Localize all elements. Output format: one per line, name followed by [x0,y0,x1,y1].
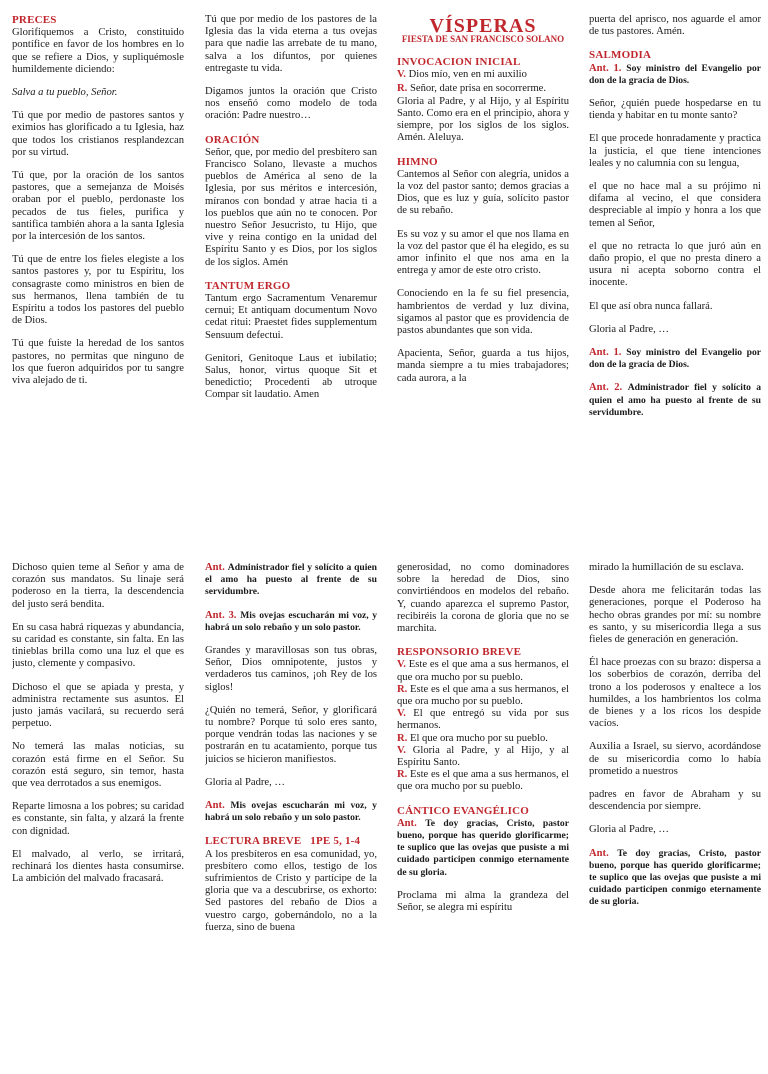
preces-para: Tú que fuiste la heredad de los santos pastores, no permitas que ninguno de los que fueron adquiridos por tu sangre viva alejado de ti. [12,338,184,387]
antiphon [205,562,377,599]
antiphon-label: Ant. [589,847,609,859]
tantum-verse: Genitori, Genitoque Laus et iubilatio; Salus, honor, virtus quoque Sit et benedictio; Procedenti ab utroque Compar sit laudatio. Amen [205,352,377,401]
heading-lectura-breve: LECTURA BREVE 1PE 5, 1-4 [205,835,361,848]
response-text: Este es el que ama a sus hermanos, el que ora mucho por su pueblo. [397,683,569,708]
antiphon-label: Ant. 2. [589,382,623,394]
panel-salmo-111 [12,562,184,1074]
himno-stanza: Conociendo en la fe su fiel presencia, hambrientos de verdad y luz divina, sigamos al pastor que es providencia de pastos abundantes que son vida. [397,288,569,337]
panel-salmodia [589,14,761,526]
antiphon-label: Ant. [397,817,417,829]
response-mark: R. [397,732,408,744]
preces-para: Tú que por medio de pastores santos y eximios has glorificado a tu Iglesia, haz que todos los cristianos resplandezcan por su virtud. [12,110,184,158]
heading-himno: HIMNO [397,155,438,168]
psalm-verse: El que procede honradamente y practica la justicia, el que tiene intenciones leales y no calumnia con su lengua, [589,133,761,169]
antiphon-text: Soy ministro del Evangelio por don de la gracia de Dios. [589,62,761,86]
preces-para: Tú que, por la oración de los santos pastores, que a semejanza de Moisés oraban por el pueblo, perdonaste los pecados de tus fieles, purifica y santifica también ahora a la santa Iglesia por la intercesión de los santos. [12,170,184,243]
response-text: Señor, date prisa en socorrerme. [409,82,547,94]
antiphon-text: Mis ovejas escucharán mi voz, y habrá un solo rebaño y un solo pastor. [205,800,377,824]
antiphon-label: Ant. 1. [589,62,622,74]
antiphon [205,800,377,824]
antiphon [589,848,761,909]
panel-cantico [205,562,377,1074]
page-title: VÍSPERAS [429,15,537,37]
lectura-text: A los presbíteros en esa comunidad, yo, presbítero como ellos, testigo de los sufrimientos de Cristo y partícipe de la gloria que va a descubrirse, os exhorto: Sed pastores del rebaño de Dios a vuestro cargo, gobernándolo, no a la fuerza, sino de buena [205,848,377,933]
panel-preces [12,14,184,526]
magnificat-verse: padres en favor de Abraham y su descendencia por siempre. [589,789,761,813]
heading-responsorio: RESPONSORIO BREVE [397,646,522,659]
response-line [397,684,569,708]
versicle-text: El que entregó su vida por sus hermanos. [397,708,569,732]
psalm-verse: Señor, ¿quién puede hospedarse en tu tienda y habitar en tu monte santo? [589,98,761,122]
magnificat-verse: mirado la humillación de su esclava. [589,562,744,573]
magnificat-verse: Él hace proezas con su brazo: dispersa a los soberbios de corazón, derriba del trono a los poderosos y enaltece a los humildes, a los hambrientos los colma de bienes y a los ricos los despide vacíos. [589,657,761,730]
psalm-verse: En su casa habrá riquezas y abundancia, su caridad es constante, sin falta. En las tinieblas brilla como una luz el que es justo, clemente y compasivo. [12,621,184,670]
response-line [397,769,569,793]
response-mark: R. [397,683,408,695]
oracion-text: Señor, que, por medio del presbítero san Francisco Solano, llevaste a muchos pueblos de América al seno de la Iglesia, por sus méritos e intercesión, míranos con bondad y atrae hacia ti a los pueblos que aún no te conocen. Por nuestro Señor Jesucristo, tu Hijo, que vive y reina contigo en la unidad del Espíritu Santo y es Dios, por los siglos de los siglos. Amén [205,146,377,268]
psalm-verse: Reparte limosna a los pobres; su caridad es constante, sin falta, y alzará la frente con dignidad. [12,801,184,837]
antiphon [589,63,761,87]
antiphon-text: Administrador fiel y solícito a quien el amo ha puesto al frente de su servidumbre. [205,562,377,598]
response-mark: R. [397,769,408,781]
response-mark: R. [397,82,408,94]
responsory [397,659,569,793]
canticle-verse: ¿Quién no temerá, Señor, y glorificará tu nombre? Porque tú solo eres santo, porque vendrán todas las naciones y se postrarán en tu acatamiento, porque tus juicios se hicieron manifiestos. [205,704,377,765]
panel-visperas [397,14,569,526]
panel-oracion [205,14,377,526]
psalm-verse: Dichoso quien teme al Señor y ama de corazón sus mandatos. Su linaje será poderoso en la tierra, la descendencia del justo será bendita. [12,562,184,610]
antiphon [205,610,377,634]
magnificat-verse: Proclama mi alma la grandeza del Señor, se alegra mi espíritu [397,889,569,914]
heading-oracion: ORACIÓN [205,133,260,146]
heading-tantum-ergo: TANTUM ERGO [205,279,291,292]
antiphon [589,347,761,371]
antiphon-text: Soy ministro del Evangelio por don de la gracia de Dios. [589,347,761,371]
panel-magnificat [589,562,761,1074]
psalm-verse: el que no hace mal a su prójimo ni difama al vecino, el que considera despreciable al impío y honra a los que temen al Señor, [589,181,761,229]
himno-stanza: Es su voz y su amor el que nos llama en la voz del pastor que él ha elegido, es su amor infinito el que nos ama en la entrega y amor de este otro cristo. [397,228,569,277]
preces-intro: Glorifiquemos a Cristo, constituido pontífice en favor de los hombres en lo que se refiere a Dios, y supliquémosle humildemente diciendo: [12,27,184,75]
antiphon-text: Administrador fiel y solícito a quien el amo ha puesto al frente de su servidumbre. [589,382,761,418]
preces-para: Tú que de entre los fieles elegiste a los santos pastores y, por tu Espíritu, los consagraste como ministros en bien de sus hermanos, llena también de tu Espíritu a todos los pastores del pueblo de Dios. [12,254,184,327]
gloria-short: Gloria al Padre, … [205,776,286,788]
response-text: Este es el que ama a sus hermanos, el que ora mucho por su pueblo. [397,769,569,793]
versicle-line [397,69,569,81]
versicle-text: Dios mío, ven en mi auxilio [408,69,527,81]
versicle-text: Este es el que ama a sus hermanos, el que ora mucho por su pueblo. [397,659,569,683]
psalm-verse: El malvado, al verlo, se irritará, rechinará los dientes hasta consumirse. La ambición del malvado fracasará. [12,848,184,885]
preces-para: Tú que por medio de los pastores de la Iglesia das la vida eterna a tus ovejas para que nadie las arrebate de tu mano, salva a los difuntos, por quienes entregaste tu vida. [205,14,377,74]
gloria-patri: Gloria al Padre, y al Hijo, y al Espíritu Santo. Como era en el principio, ahora y siempre, por los siglos de los siglos. Amén. Aleluya. [397,95,569,144]
tantum-verse: Tantum ergo Sacramentum Venaremur cernui; Et antiquam documentum Novo cedat ritui: Praestet fides supplementum Sensuum defectui. [205,293,377,341]
heading-invocacion: INVOCACION INICIAL [397,56,521,69]
antiphon-label: Ant. 3. [205,609,237,621]
antiphon [589,382,761,419]
padre-nuestro: Digamos juntos la oración que Cristo nos enseñó como modelo de toda oración: Padre nuestro… [205,86,377,122]
response-line [397,83,569,95]
versicle-mark: V. [397,659,406,671]
magnificat-verse: Desde ahora me felicitarán todas las generaciones, porque el Poderoso ha hecho obras grandes por mí: su nombre es santo, y su misericordia llega a sus fieles de generación en generación. [589,585,761,646]
versicle-mark: V. [397,744,406,756]
gloria-short: Gloria al Padre, … [589,323,670,335]
antiphon-text: Te doy gracias, Cristo, pastor bueno, porque has querido glorificarme; te suplico que las ovejas que pusiste a mi cuidado participen conmigo eternamente de su gloria. [397,817,569,878]
heading-preces: PRECES [12,14,57,26]
psalm-verse: No temerá las malas noticias, su corazón está firme en el Señor. Su corazón está seguro, sin temor, hasta que vea derrotados a sus enemigos. [12,741,184,790]
antiphon-label: Ant. [205,800,225,812]
heading-salmodia: SALMODIA [589,49,652,62]
magnificat-verse: Auxilia a Israel, su siervo, acordándose de su misericordia como lo había prometido a nuestros [589,741,761,777]
psalm-verse: el que no retracta lo que juró aún en daño propio, el que no presta dinero a usura ni acepta soborno contra el inocente. [589,240,761,289]
antiphon [397,818,569,879]
canticle-verse: Grandes y maravillosas son tus obras, Señor, Dios omnipotente, justos y verdaderos tus caminos, ¡oh Rey de los siglos! [205,645,377,693]
versicle-mark: V. [397,708,406,720]
versicle-line [397,708,569,732]
antiphon-label: Ant. 1. [589,347,622,359]
psalm-verse: El que así obra nunca fallará. [589,300,713,312]
himno-end: puerta del aprisco, nos aguarde el amor de tus pastores. Amén. [589,14,761,38]
preces-response: Salva a tu pueblo, Señor. [12,87,118,99]
himno-stanza: Apacienta, Señor, guarda a tus hijos, manda siempre a tu mies trabajadores; cada aurora, a la [397,348,569,384]
versicle-text: Gloria al Padre, y al Hijo, y al Espíritu Santo. [397,744,569,769]
response-text: El que ora mucho por su pueblo. [409,732,548,744]
psalm-verse: Dichoso el que se apiada y presta, y administra rectamente sus asuntos. El justo jamás vacilará, su recuerdo será perpetuo. [12,681,184,730]
page-subtitle: FIESTA DE SAN FRANCISCO SOLANO [401,34,565,45]
panel-responsorio [397,562,569,1074]
versicle-mark: V. [397,69,406,81]
lectura-end: generosidad, no como dominadores sobre la heredad de Dios, sino convirtiéndoos en modelos del rebaño. Y, cuando aparezca el supremo Pastor, recibiréis la corona de gloria que no se marchita. [397,562,569,635]
himno-stanza: Cantemos al Señor con alegría, unidos a la voz del pastor santo; demos gracias a Dios, que es luz y guía, solícito pastor de su rebaño. [397,168,569,217]
heading-cantico-evangelico: CÁNTICO EVANGÉLICO [397,804,530,817]
versicle-line [397,745,569,769]
antiphon-text: Mis ovejas escucharán mi voz, y habrá un solo rebaño y un solo pastor. [205,609,377,633]
gloria-short: Gloria al Padre, … [589,824,670,836]
versicle-line [397,659,569,683]
antiphon-text: Te doy gracias, Cristo, pastor bueno, porque has querido glorificarme; te suplico que las ovejas que pusiste a mi cuidado participen conmigo eternamente de su gloria. [589,847,761,908]
response-line [397,733,569,745]
antiphon-label: Ant. [205,562,225,573]
